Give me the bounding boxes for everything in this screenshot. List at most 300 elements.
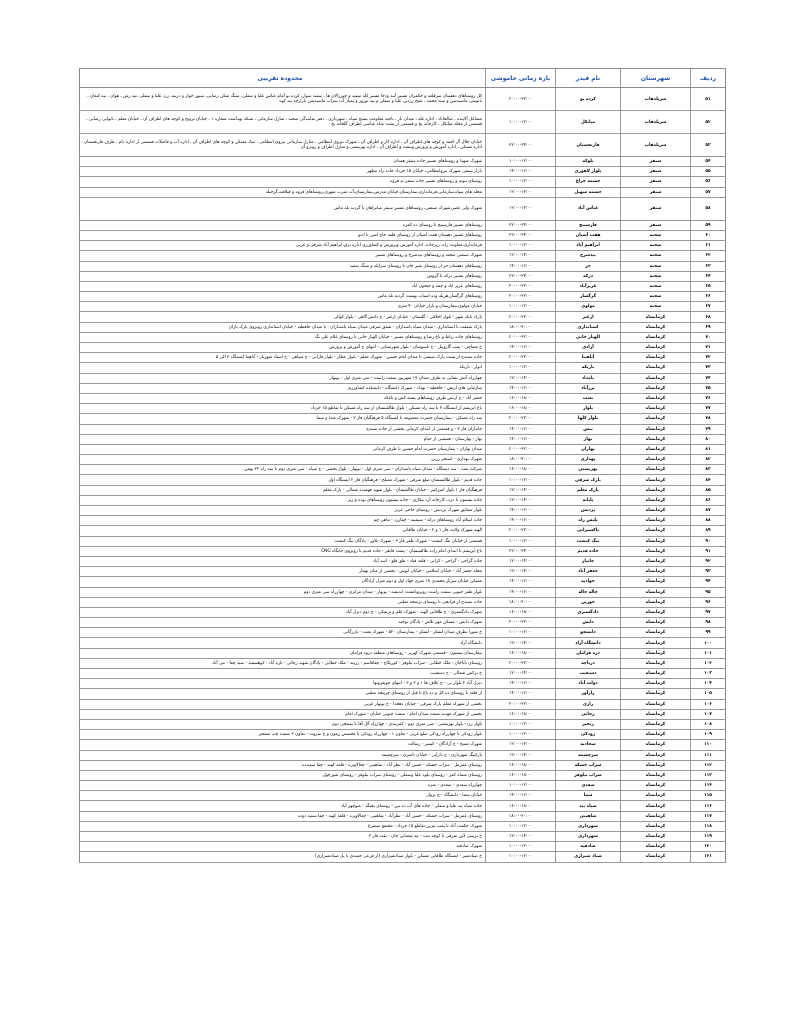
table-row (79, 475, 726, 485)
row-area: جاده سنندج از پست پارک صنعتی تا میدان امام حسین - شهرک معلم - بلوار عطار - بلوار فارابی - خ سپاهی - خ استاد شهریار - آناهیتا ایستگاه ۳ الی ۵ (215, 355, 482, 361)
row-time-range: ۱۶:۰۰-۱۸:۰۰ (485, 710, 555, 719)
row-city: کرمانشاه (620, 374, 690, 383)
row-area: چهارراه آتش نشانی به طرف میدان ۱۷ شهریور سمت راست - سی متری اول - نوبهار (329, 375, 482, 381)
row-feeder: پلیس راه (555, 516, 620, 525)
row-city: کرمانشاه (620, 455, 690, 464)
row-number: ۱۲۱ (690, 852, 725, 861)
header-feeder: نام فیدر (555, 69, 620, 87)
row-feeder: دانش (555, 618, 620, 627)
row-area: شهرک صنعتی صحنه و روستاهای بیدسرخ و روستاهای مسیر (375, 253, 482, 259)
row-time-range: ۱۲:۰۰-۱۴:۰۰ (485, 374, 555, 383)
row-feeder: چشمه چراغ (555, 177, 620, 186)
row-feeder: دانشجو (555, 628, 620, 637)
row-number: ۹۴ (690, 577, 725, 586)
row-area: بازار سنقر، شهرک نیروانتظامی، خیابان ۱۵ خرداد جاده راه مطهر (367, 169, 482, 175)
row-number: ۸۱ (690, 445, 725, 454)
row-time-range: ۱۶:۰۰-۱۸:۰۰ (485, 608, 555, 617)
table-row (79, 198, 726, 221)
row-time-range: ۱۴:۰۰-۱۶:۰۰ (485, 384, 555, 393)
row-number: ۱۱۳ (690, 771, 725, 780)
table-row (79, 659, 726, 669)
row-area: شهرک دانش - مسکن مهر تلاش - پادگان توحید (398, 620, 482, 626)
table-row (79, 353, 726, 363)
row-number: ۱۰۴ (690, 679, 725, 688)
row-area: جاده گراجی - گراجی - کرانی - قلعه قباد - طق قلع - اسد آباد (373, 559, 482, 565)
row-number: ۱۱۰ (690, 740, 725, 749)
row-area: بخشی از شهرک معلم پارک شرقی - خیابان دهخدا - خ نوبهار غربی (363, 701, 482, 707)
table-row (79, 221, 726, 231)
row-number: ۹۸ (690, 618, 725, 627)
row-feeder: سما (555, 791, 620, 800)
table-row (79, 262, 726, 272)
row-area: روستای بیونه و روستاهای مسیر جاده سنقر به قروه (390, 179, 482, 185)
row-feeder: باریکه (555, 363, 620, 372)
row-city: کرمانشاه (620, 740, 690, 749)
row-area: شهرک شهدا و روستاهای مسیر جاده سنقر همدان (393, 159, 482, 165)
row-number: ۷۳ (690, 363, 725, 372)
row-feeder: بهاران (555, 445, 620, 454)
table-row (79, 598, 726, 608)
row-time-range: ۱۲:۰۰-۱۴:۰۰ (485, 669, 555, 678)
table-row (79, 496, 726, 506)
row-time-range: ۱۰:۰۰-۱۲:۰۰ (485, 852, 555, 861)
row-area: جاده سنندج از فرانچی تا روستای نرسحه مطبی (397, 599, 482, 605)
row-city: کرمانشاه (620, 343, 690, 352)
row-city: کرمانشاه (620, 323, 690, 332)
table-row (79, 577, 726, 587)
row-city: کرمانشاه (620, 832, 690, 841)
row-city: کرمانشاه (620, 526, 690, 535)
row-time-range: ۱۶:۰۰-۱۸:۰۰ (485, 801, 555, 810)
row-city: کرمانشاه (620, 710, 690, 719)
row-area: باغ ابریشم تا ابتدای امام زاده طالقینشان - پشت قاطر - جاده قدیم تا روبروی جایگاه CNG (321, 548, 482, 554)
row-time-range: ۱۶:۰۰-۱۸:۰۰ (485, 404, 555, 413)
row-city: کرمانشاه (620, 506, 690, 515)
row-feeder: بعثت (555, 394, 620, 403)
row-feeder: فارنجستان (555, 134, 620, 156)
row-number: ۸۷ (690, 506, 725, 515)
row-area: پارک بانک شهر - بلوار اخلاقی - گلستان - خیابان ارغتر - خ دانش گاهی - بلوار کوالی (333, 314, 482, 320)
row-number: ۵۴ (690, 157, 725, 166)
row-city: کرمانشاه (620, 333, 690, 342)
row-feeder: چاله چاله (555, 588, 620, 597)
row-area: شهرک دادگستری - خ طاقانی الهیه - شهرک علم و ترشکی - خ دوم دنزل آباد (345, 609, 482, 615)
row-feeder: صادقیه (555, 842, 620, 851)
row-area: جاده قدیم - بلوار طالقینشان ضلع شرقی - شهرک مصلح - فرهنگیان فاز ۲ ایستگاه اول (328, 477, 482, 483)
row-city: صحنه (620, 241, 690, 250)
row-area: از قلعه تا روستای ده کل و ده باغ تا قبل از روستای چرپنجه مطبی (365, 691, 482, 697)
row-feeder: میانکل (555, 111, 620, 133)
row-number: ۷۸ (690, 414, 725, 423)
row-feeder: صیاد شیرازی (555, 852, 620, 861)
row-area: انوار - باریکه (459, 365, 482, 371)
row-city: کرمانشاه (620, 638, 690, 647)
row-number: ۵۳ (690, 134, 725, 156)
row-area: محله های سپاه،سازمانی،فرمانداری،بیمارستان،خیابان مدرس،بیمارستان،آب شرب شهری،روستاهای قروه و قیلاقیه،گرجیله (265, 189, 482, 195)
row-city: کرمانشاه (620, 537, 690, 546)
row-area: بیمارستان بیستون - قسمتی شهرک کهریز - روستاهای منطقه دروه فرامان (349, 650, 482, 656)
table-row (79, 781, 726, 791)
row-feeder: بامداد (555, 374, 620, 383)
row-number: ۸۲ (690, 455, 725, 464)
table-row (79, 445, 726, 455)
row-city: کرمانشاه (620, 649, 690, 658)
table-row (79, 628, 726, 638)
row-area: جاده بیستون تا درب کارخانه آرد بیکاری - جاده بیستون روستاهای نوده و ریز (347, 497, 482, 503)
table-row (79, 700, 726, 710)
row-time-range: ۱۴:۰۰-۱۶:۰۰ (485, 506, 555, 515)
row-feeder: جاده قدیم (555, 547, 620, 556)
table-row (79, 516, 726, 526)
row-feeder: کرده نو (555, 88, 620, 110)
row-number: ۹۲ (690, 557, 725, 566)
row-area: روستای باباجان - ملک خطایی - سراب نیلوفر - کوریکاج - چقاقاسم - زرینه - ملک خطایی - پادگان شهید رجائی - تازه آباد - کوهسفید - سید چقا - بنی آباد (212, 660, 482, 666)
row-feeder: بهار (555, 435, 620, 444)
row-time-range: ۱۲:۰۰-۱۴:۰۰ (485, 751, 555, 760)
row-number: ۸۴ (690, 475, 725, 484)
table-row (79, 455, 726, 465)
row-time-range: ۲۰:۰۰-۲۲:۰۰ (485, 333, 555, 342)
row-time-range: ۱۶:۰۰-۱۸:۰۰ (485, 394, 555, 403)
row-city: کرمانشاه (620, 659, 690, 668)
row-time-range: ۱۴:۰۰-۱۶:۰۰ (485, 425, 555, 434)
row-area: فرمانداری،معاونت راه، زیرجاده، اداره آموزش وپرورش و کشاورزی اداره برق،ابراهیم آباد شرقی و غربی (295, 243, 482, 249)
row-number: ۷۲ (690, 353, 725, 362)
row-number: ۱۰۵ (690, 689, 725, 698)
row-city: کرمانشاه (620, 577, 690, 586)
row-feeder: جوادیه (555, 577, 620, 586)
row-area: خ ترکس شمالی - خ دستغیب (430, 671, 482, 677)
row-number: ۱۰۶ (690, 700, 725, 709)
table-row (79, 241, 726, 251)
header-area: محدوده تقریبی (257, 74, 303, 82)
row-city: صحنه (620, 292, 690, 301)
row-number: ۶۷ (690, 302, 725, 311)
row-time-range: ۱۲:۰۰-۱۴:۰۰ (485, 567, 555, 576)
row-area: چهارراه سعدی - سعدی - منزه (427, 783, 482, 789)
table-row (79, 638, 726, 648)
row-number: ۱۱۲ (690, 761, 725, 770)
table-row (79, 88, 726, 111)
row-feeder: بلوار لاهوری (555, 167, 620, 176)
row-number: ۱۰۱ (690, 649, 725, 658)
row-area: قسمتی از خیابان تنگ کنشت - شهرک ظفر فاز ۳ - شهرک تلاور - پادگان تنگ کنشت (334, 538, 482, 544)
row-city: کرمانشاه (620, 801, 690, 810)
table-row (79, 506, 726, 516)
table-row (79, 414, 726, 424)
row-number: ۱۰۲ (690, 659, 725, 668)
row-city: صحنه (620, 262, 690, 271)
row-area: الهیه شهرک ولایت فاز ۱ و ۲ - خیابان طاقانی (402, 528, 482, 534)
row-feeder: سیاه بید (555, 801, 620, 810)
row-area: خیابان مولوی،بیمارستان و بازار خیابان ۴۰ متری (397, 304, 482, 310)
row-city: کرمانشاه (620, 812, 690, 821)
table-row (79, 231, 726, 241)
row-feeder: ارغتر (555, 312, 620, 321)
row-city: سنقر (620, 188, 690, 197)
row-number: ۷۵ (690, 384, 725, 393)
row-number: ۹۳ (690, 567, 725, 576)
row-area: مسکن خیابان سرباز محمدی ۱۸ متری جهاد اول و دوم منزل آزادگان (361, 579, 482, 585)
row-feeder: بیدسرخ (555, 251, 620, 260)
row-feeder: پارک شرقی (555, 475, 620, 484)
row-feeder: دریاچه (555, 659, 620, 668)
row-time-range: ۱۴:۰۰-۱۶:۰۰ (485, 577, 555, 586)
table-row (79, 761, 726, 771)
row-time-range: ۱۴:۰۰-۱۶:۰۰ (485, 343, 555, 352)
row-time-range: ۱۸:۰۰-۲۰:۰۰ (485, 455, 555, 464)
row-city: کرمانشاه (620, 598, 690, 607)
row-number: ۱۱۱ (690, 751, 725, 760)
table-body (79, 88, 726, 863)
row-number: ۵۹ (690, 221, 725, 230)
table-row (79, 832, 726, 842)
row-time-range: ۲۲:۰۰-۲۴:۰۰ (485, 547, 555, 556)
row-feeder: پایانه (555, 496, 620, 505)
header-shahrestan: شهرستان (620, 69, 690, 87)
row-time-range: ۱۲:۰۰-۱۴:۰۰ (485, 486, 555, 495)
table-row (79, 588, 726, 598)
table-row (79, 333, 726, 343)
row-time-range: ۱۰:۰۰-۱۲:۰۰ (485, 842, 555, 851)
row-feeder: سجادیه (555, 740, 620, 749)
row-feeder: سعدی (555, 781, 620, 790)
row-feeder: استانداری (555, 323, 620, 332)
row-time-range: ۱۴:۰۰-۱۶:۰۰ (485, 689, 555, 698)
row-time-range: ۲۲:۰۰-۲۴:۰۰ (485, 272, 555, 281)
row-time-range: ۱۴:۰۰-۱۶:۰۰ (485, 435, 555, 444)
row-city: کرمانشاه (620, 669, 690, 678)
row-number: ۵۶ (690, 177, 725, 186)
row-feeder: رازی (555, 700, 620, 709)
row-time-range: ۲۰:۰۰-۲۲:۰۰ (485, 526, 555, 535)
row-number: ۱۰۰ (690, 638, 725, 647)
row-time-range: ۱۶:۰۰-۱۸:۰۰ (485, 771, 555, 780)
row-number: ۱۰۹ (690, 730, 725, 739)
table-row (79, 740, 726, 750)
row-city: کرمانشاه (620, 547, 690, 556)
row-time-range: ۱۲:۰۰-۱۴:۰۰ (485, 198, 555, 220)
row-area: پارک شفقت تا استانداری - میدان سپاه پاسداران - شفق شرقی میدان سپاه پاسداران - تا میدان حافظیه - خیابان استانداری روبروی پارک باران (228, 324, 482, 330)
row-city: کرمانشاه (620, 608, 690, 617)
row-city: صحنه (620, 272, 690, 281)
table-row (79, 486, 726, 496)
row-number: ۱۱۴ (690, 781, 725, 790)
row-time-range: ۲۰:۰۰-۲۲:۰۰ (485, 414, 555, 423)
table-row (79, 842, 726, 852)
row-city: کرمانشاه (620, 404, 690, 413)
table-row (79, 404, 726, 414)
row-city: کرمانشاه (620, 791, 690, 800)
table-header-row (79, 68, 726, 88)
row-number: ۱۰۸ (690, 720, 725, 729)
row-feeder: دانشگاه آزاد (555, 638, 620, 647)
header-time-range: بازه زمانی خاموشی (485, 69, 555, 87)
row-city: کرمانشاه (620, 414, 690, 423)
row-time-range: ۱۰:۰۰-۱۲:۰۰ (485, 241, 555, 250)
row-area: روستاهای مسیر درکه تا گروس (426, 273, 482, 279)
row-number: ۱۱۶ (690, 801, 725, 810)
table-row (79, 111, 726, 134)
row-feeder: جعفر آباد (555, 567, 620, 576)
row-feeder: گرگسار (555, 292, 620, 301)
table-row (79, 669, 726, 679)
row-area: خیابان سما - دانشگاه - خ پرواز (426, 793, 482, 799)
row-number: ۷۱ (690, 343, 725, 352)
row-feeder: تاکسیرانی (555, 526, 620, 535)
row-city: صحنه (620, 231, 690, 240)
table-row (79, 730, 726, 740)
row-area: بلوار زن - بلوار بهزیستی - سی متری دوم - کمربندی - چهارراه گل آقا تا بسیجی دوم (332, 722, 482, 728)
row-number: ۷۴ (690, 374, 725, 383)
table-row (79, 751, 726, 761)
table-row (79, 302, 726, 312)
table-row (79, 188, 726, 198)
row-feeder: عزیزآباد (555, 282, 620, 291)
row-city: کرمانشاه (620, 465, 690, 474)
row-area: بلوار ظفر جنوبی سمت راست روبروبامتعدد اندیشه - نوبهار - میدان مرکزی - چهارراه سی متری دوم (303, 589, 482, 595)
row-city: سنقر (620, 177, 690, 186)
row-number: ۹۶ (690, 598, 725, 607)
table-row (79, 567, 726, 577)
row-area: میدان بهاران - بیمارستان حضرت امام حسین تا طرف کرمانی (372, 446, 482, 452)
row-area: روستاهای دهستان حر از روستای شیر خان تا روستای سرابله و سنگ سفید (349, 263, 482, 269)
row-area: روستاهای جاده رباط و باغ رضا و روستاهای مسیر - خیابان الهیار خانی تا روستای غلام علی بگ (314, 334, 482, 340)
row-city: کرمانشاه (620, 730, 690, 739)
table-row (79, 689, 726, 699)
row-area: پارکینگ شهرداری - خ دارایی - خیابان ناصری - سرچشمه (381, 752, 482, 758)
table-row (79, 720, 726, 730)
row-number: ۸۵ (690, 486, 725, 495)
row-area: شهرک بهداری - استخر زرین (431, 457, 482, 463)
row-feeder: شهرداری (555, 822, 620, 831)
row-feeder: بلوار کلها (555, 414, 620, 423)
row-number: ۷۷ (690, 404, 725, 413)
row-city: سنقر (620, 198, 690, 220)
row-number: ۸۳ (690, 465, 725, 474)
table-row (79, 323, 726, 333)
row-city: کرمانشاه (620, 588, 690, 597)
row-area: سه راه مسکن - بیمارستان حضرت معصومه تا ایستگاه ۵ فرهنگیان فاز ۲ - شهرک شدا و سما (316, 416, 482, 422)
row-feeder: بلوار (555, 404, 620, 413)
row-number: ۵۲ (690, 111, 725, 133)
row-city: کرمانشاه (620, 425, 690, 434)
table-row (79, 134, 726, 157)
row-time-range: ۲۰:۰۰-۲۲:۰۰ (485, 292, 555, 301)
row-area: جعفر آباد - خ ارتش طرف روستاهای پشته کش و باغکه (383, 396, 482, 402)
row-time-range: ۲۲:۰۰-۲۴:۰۰ (485, 231, 555, 240)
row-feeder: مولوی (555, 302, 620, 311)
row-area: دیزل آباد ۲ بلوار بی - خ علاف ها ۱ و ۲ و ۳ - انتهای جوبغرونها (373, 681, 482, 687)
table-row (79, 394, 726, 404)
row-number: ۶۳ (690, 262, 725, 271)
row-area: روستاهای گرگسار،هریله وده اسیاب بهست گردنه نله ماس (377, 294, 482, 300)
row-area: شهرک صادقیه (456, 844, 482, 850)
row-area: خیابان جلال آل احمد و کوچه های اطراف آن ، اداره کار و اطراف آن ، شهرک نیروی انتظامی ، منازل سازمانی نیروی انتظامی ، بنیاد مسکن و کوچه های اطراف آن ، اداره آب و فاضلاب قسمتی از اداره دام ، طرف فارنجستان ، اداره مسکن ، اداره آموزش و پرورش ونیمت و اطراف آن ، اداره بهزیستی و منازل اطراف و روبرو آن (81, 140, 482, 150)
row-city: کرمانشاه (620, 761, 690, 770)
table-row (79, 710, 726, 720)
row-city: کرمانشاه (620, 353, 690, 362)
row-area: بلوار شقایق شهرک پردیس - روستای حاجی عزیز (394, 508, 482, 514)
row-city: کرمانشاه (620, 312, 690, 321)
row-feeder: سراب نیلوفر (555, 771, 620, 780)
row-city: کرمانشاه (620, 557, 690, 566)
row-area: بهار - بهارستان - قسمتی از خیام (423, 436, 482, 442)
row-area: روستاهای مسیر دهستان هفت اشیان از روستای قلعه حاج امین تا ادنو (358, 233, 482, 239)
row-city: کرمانشاه (620, 628, 690, 637)
row-feeder: بلوکه (555, 157, 620, 166)
row-feeder: تنگ کنشت (555, 537, 620, 546)
row-feeder: آزادی (555, 343, 620, 352)
row-number: ۸۰ (690, 435, 725, 444)
row-time-range: ۱۰:۰۰-۱۲:۰۰ (485, 537, 555, 546)
row-feeder: سرچشمه (555, 751, 620, 760)
row-feeder: دادگستری (555, 608, 620, 617)
row-feeder: دستغیب (555, 669, 620, 678)
table-row (79, 679, 726, 689)
row-time-range: ۱۲:۰۰-۱۴:۰۰ (485, 188, 555, 197)
row-time-range: ۱۰:۰۰-۱۲:۰۰ (485, 302, 555, 311)
row-feeder: هفت آشیان (555, 231, 620, 240)
table-row (79, 852, 726, 862)
table-row (79, 167, 726, 177)
row-number: ۶۲ (690, 251, 725, 260)
row-city: کرمانشاه (620, 781, 690, 790)
table-row (79, 812, 726, 822)
row-time-range: ۱۲:۰۰-۱۴:۰۰ (485, 740, 555, 749)
row-time-range: ۱۴:۰۰-۱۶:۰۰ (485, 679, 555, 688)
row-time-range: ۱۲:۰۰-۱۴:۰۰ (485, 496, 555, 505)
row-number: ۵۱ (690, 88, 725, 110)
row-feeder: شاهینی (555, 812, 620, 821)
row-time-range: ۱۴:۰۰-۱۶:۰۰ (485, 516, 555, 525)
row-area: بخشی از شهرک مهدیه سمت میدان امام - سمت جنوبی خیابان - شهرک امام (345, 711, 482, 717)
row-city: کرمانشاه (620, 720, 690, 729)
row-area: شهرک ولی عصر،شهرک صنعتی، روستاهای مسیر سنقر میانراهان تا گردنه نله ماس (334, 206, 482, 212)
row-feeder: دولت آباد (555, 679, 620, 688)
row-city: کرمانشاه (620, 384, 690, 393)
table-row (79, 343, 726, 353)
row-city: کرمانشاه (620, 445, 690, 454)
table-row (79, 608, 726, 618)
table-row (79, 292, 726, 302)
row-number: ۱۱۸ (690, 822, 725, 831)
row-city: کرمانشاه (620, 516, 690, 525)
row-time-range: ۱۶:۰۰-۱۸:۰۰ (485, 649, 555, 658)
row-time-range: ۱۰:۰۰-۱۲:۰۰ (485, 730, 555, 739)
row-time-range: ۱۴:۰۰-۱۶:۰۰ (485, 167, 555, 176)
row-city: کرمانشاه (620, 394, 690, 403)
row-number: ۶۶ (690, 292, 725, 301)
row-area: روستاهای عزیز اباد و چمه و جیحون اباد (411, 283, 482, 289)
row-number: ۶۹ (690, 323, 725, 332)
table-row (79, 791, 726, 801)
row-city: کرمانشاه (620, 475, 690, 484)
row-time-range: ۱۲:۰۰-۱۴:۰۰ (485, 832, 555, 841)
row-city: سرپلذهاب (620, 134, 690, 156)
row-area: روستای عمرمل - سراب خشکه - حسن آباد - نظر آباد - شاهینی - چغالاویزه - قلعه کهنه - چقا سفیدده (301, 762, 482, 768)
row-number: ۹۱ (690, 547, 725, 556)
row-time-range: ۲۰:۰۰-۲۲:۰۰ (485, 312, 555, 321)
table-row (79, 547, 726, 557)
row-time-range: ۱۴:۰۰-۱۶:۰۰ (485, 588, 555, 597)
row-city: کرمانشاه (620, 679, 690, 688)
row-feeder: دره فرامان (555, 649, 620, 658)
row-area: دانشگاه آزاد (460, 640, 482, 646)
row-feeder: سراب خشکه (555, 761, 620, 770)
row-number: ۷۹ (690, 425, 725, 434)
row-time-range: ۲۲:۰۰-۲۴:۰۰ (485, 134, 555, 156)
